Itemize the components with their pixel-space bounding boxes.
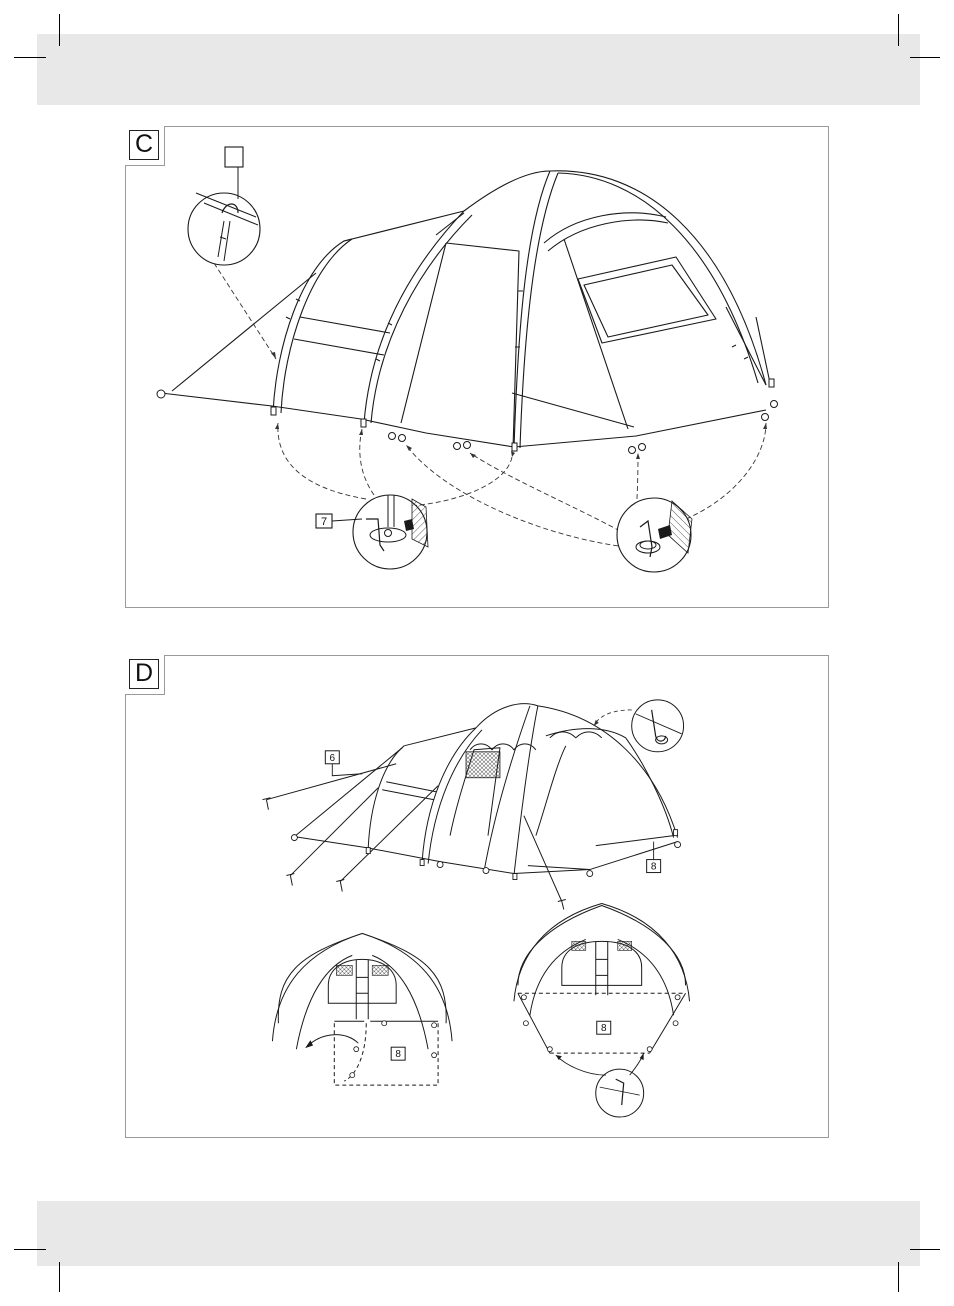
detail-stake-bottom <box>556 1053 644 1117</box>
panel-d <box>125 655 829 1138</box>
panel-d-label: D <box>129 659 159 689</box>
crop-mark <box>14 57 46 58</box>
header-band <box>37 34 920 105</box>
crop-mark <box>898 14 899 46</box>
detail-stake-ring <box>316 495 428 569</box>
crop-mark <box>14 1249 46 1250</box>
tent-pitched <box>262 704 677 910</box>
mesh-window <box>466 752 500 778</box>
panel-c <box>125 126 829 608</box>
callout-stake: 7 <box>320 516 328 528</box>
stake-points <box>157 379 778 454</box>
dome-left <box>272 933 452 1085</box>
groundsheet-illustration <box>126 656 830 1138</box>
crop-mark <box>59 1262 60 1292</box>
detail-pole-hook <box>188 147 260 265</box>
crop-mark <box>59 14 60 46</box>
footer-band <box>37 1201 920 1266</box>
callout-groundsheet: 8 <box>650 861 657 873</box>
tent-pitching-illustration <box>126 127 830 609</box>
panel-c-label: C <box>129 130 159 160</box>
callout-groundsheet-right: 8 <box>600 1023 607 1035</box>
callout-guyline: 6 <box>329 752 336 764</box>
detail-stake-loop <box>617 498 692 572</box>
crop-mark <box>898 1262 899 1292</box>
detail-hook-top <box>594 700 684 752</box>
crop-mark <box>910 1249 940 1250</box>
leader-arrows <box>214 263 766 547</box>
crop-mark <box>910 57 940 58</box>
callout-groundsheet-left: 8 <box>395 1049 401 1061</box>
arrowheads <box>271 352 767 459</box>
